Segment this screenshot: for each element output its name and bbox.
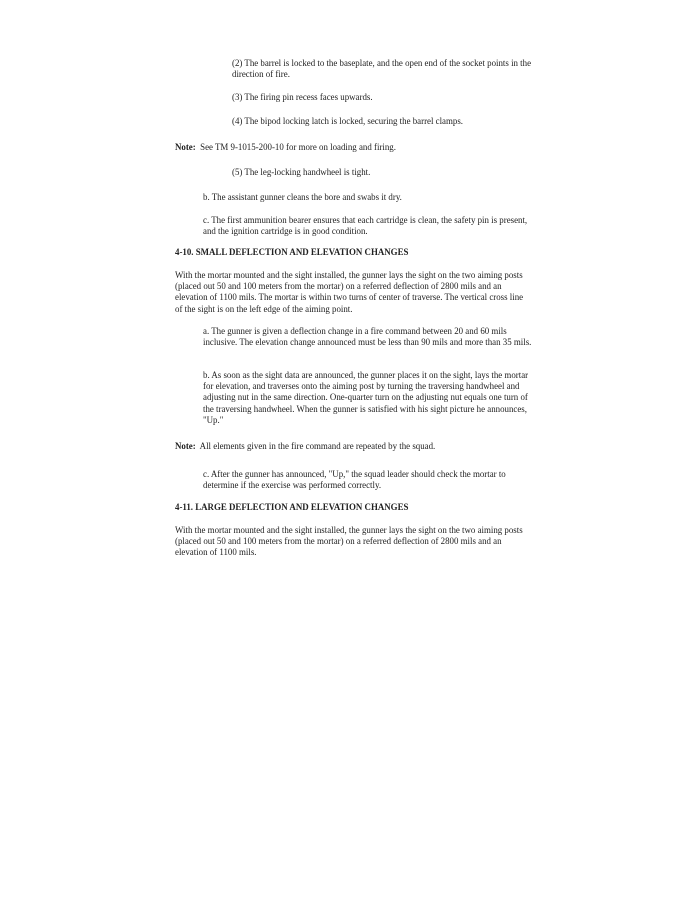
note-text: See TM 9-1015-200-10 for more on loading and firing. xyxy=(200,142,396,152)
paragraph-barrel-locked: (2) The barrel is locked to the baseplate, and the open end of the socket points in the direction of fire. xyxy=(232,58,532,80)
paragraph-firing-pin: (3) The firing pin recess faces upwards. xyxy=(232,92,373,102)
note-fire-command xyxy=(175,441,535,452)
note-tm-reference xyxy=(175,142,535,153)
note-label: Note: xyxy=(175,142,196,152)
note-text: All elements given in the fire command are repeated by the squad. xyxy=(199,441,436,451)
paragraph-ammunition-bearer: c. The first ammunition bearer ensures that each cartridge is clean, the safety pin is present, and the ignition cartridge is in good condition. xyxy=(203,215,528,237)
paragraph-squad-leader-check: c. After the gunner has announced, "Up," the squad leader should check the mortar to determine if the exercise was performed correctly. xyxy=(203,469,506,491)
paragraph-large-changes-intro: With the mortar mounted and the sight installed, the gunner lays the sight on the two aiming posts (placed out 50 and 100 meters from the mortar) on a referred deflection of 2800 mils and an elevation of 1100 mils. xyxy=(175,525,523,558)
paragraph-leg-locking: (5) The leg-locking handwheel is tight. xyxy=(232,167,371,177)
paragraph-sight-data: b. As soon as the sight data are announced, the gunner places it on the sight, lays the mortar for elevation, and traverses onto the aiming post by turning the traversing handwheel and adjusting nut in the same direction. One-quarter turn on the adjusting nut equals one turn of the traversing handwheel. When the gunner is satisfied with his sight picture he announces, "Up." xyxy=(203,370,529,425)
note-label: Note: xyxy=(175,441,196,451)
paragraph-deflection-change: a. The gunner is given a deflection change in a fire command between 20 and 60 mils inclusive. The elevation change announced must be less than 90 mils and more than 35 mils. xyxy=(203,326,532,348)
section-heading-small-changes: 4-10. SMALL DEFLECTION AND ELEVATION CHANGES xyxy=(175,247,409,257)
paragraph-assistant-gunner: b. The assistant gunner cleans the bore and swabs it dry. xyxy=(203,192,402,202)
paragraph-small-changes-intro: With the mortar mounted and the sight installed, the gunner lays the sight on the two aiming posts (placed out 50 and 100 meters from the mortar) on a referred deflection of 2800 mils and an elevation of 1100 mils. The mortar is within two turns of center of traverse. The vertical cross line of the sight is on the left edge of the aiming point. xyxy=(175,270,524,314)
paragraph-bipod-latch: (4) The bipod locking latch is locked, securing the barrel clamps. xyxy=(232,116,464,126)
section-heading-large-changes: 4-11. LARGE DEFLECTION AND ELEVATION CHANGES xyxy=(175,502,409,512)
